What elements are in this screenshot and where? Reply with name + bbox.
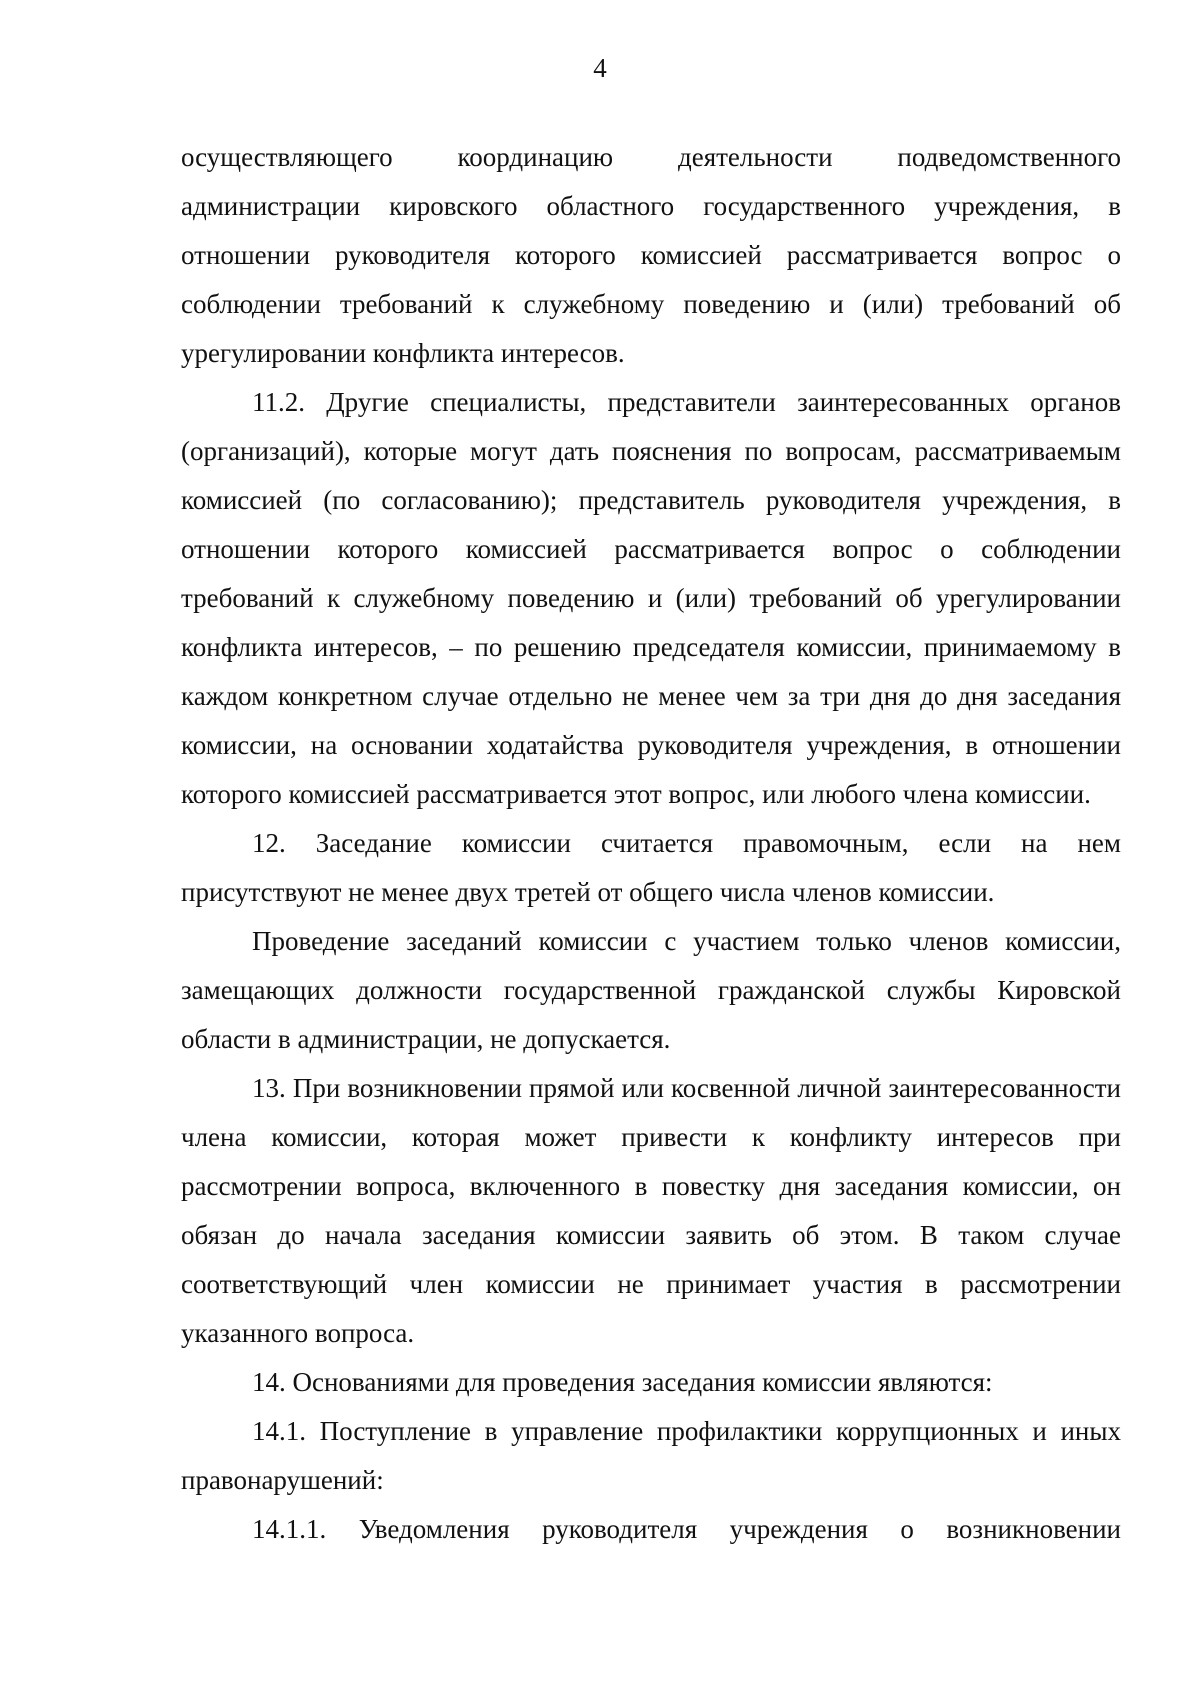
paragraph-14-1: 14.1. Поступление в управление профилактики коррупционных и иных правонарушений: xyxy=(181,1416,1121,1495)
paragraph-continuation: осуществляющего координацию деятельности подведомственного администрации кировского областного государственного учреждения, в отношении руководителя которого комиссией рассматривается вопрос о соблюдении требований к служебному поведению и (или) требований об урегулировании конфликта интересов. xyxy=(181,142,1121,368)
paragraph-12-conduct: Проведение заседаний комиссии с участием только членов комиссии, замещающих должности государственной гражданской службы Кировской области в администрации, не допускается. xyxy=(181,926,1121,1054)
paragraph-11-2: 11.2. Другие специалисты, представители заинтересованных органов (организаций), которые могут дать пояснения по вопросам, рассматриваемым комиссией (по согласованию); представитель руководителя учреждения, в отношении которого комиссией рассматривается вопрос о соблюдении требований к служебному поведению и (или) требований об урегулировании конфликта интересов, – по решению председателя комиссии, принимаемому в каждом конкретном случае отдельно не менее чем за три дня до дня заседания комиссии, на основании ходатайства руководителя учреждения, в отношении которого комиссией рассматривается этот вопрос, или любого члена комиссии. xyxy=(181,387,1121,809)
paragraph-14-1-1: 14.1.1. Уведомления руководителя учреждения о возникновении xyxy=(252,1514,1121,1544)
page-number: 4 xyxy=(593,53,607,83)
paragraph-14: 14. Основаниями для проведения заседания комиссии являются: xyxy=(252,1367,993,1397)
paragraph-12: 12. Заседание комиссии считается правомочным, если на нем присутствуют не менее двух третей от общего числа членов комиссии. xyxy=(181,828,1121,907)
document-body xyxy=(181,133,1121,1554)
paragraph-13: 13. При возникновении прямой или косвенной личной заинтересованности члена комиссии, которая может привести к конфликту интересов при рассмотрении вопроса, включенного в повестку дня заседания комиссии, он обязан до начала заседания комиссии заявить об этом. В таком случае соответствующий член комиссии не принимает участия в рассмотрении указанного вопроса. xyxy=(181,1073,1121,1348)
